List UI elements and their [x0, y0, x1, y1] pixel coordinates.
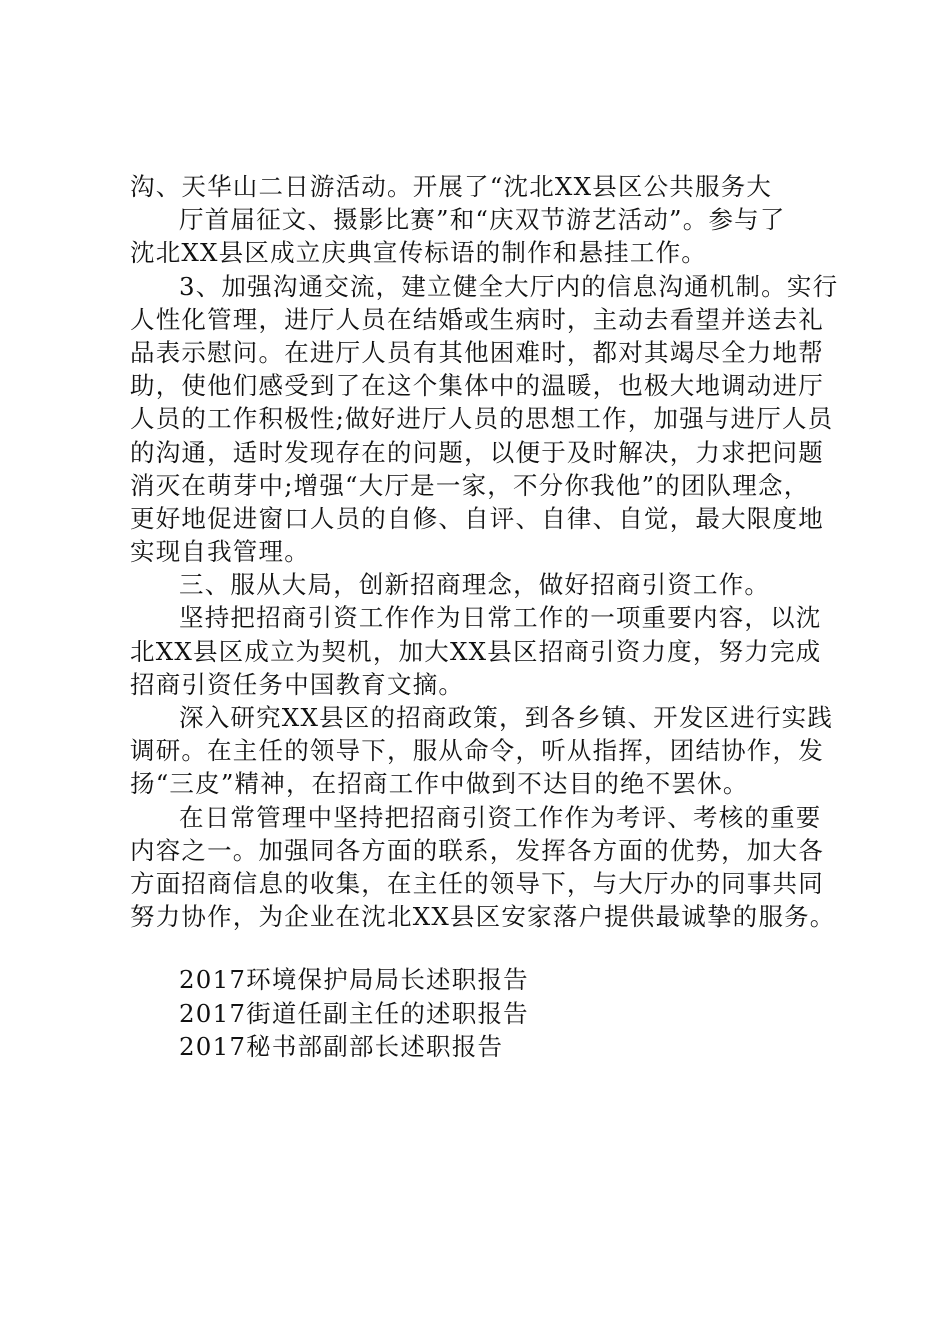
- text-line: 北XX县区成立为契机，加大XX县区招商引资力度，努力完成: [130, 636, 822, 666]
- related-link[interactable]: 2017秘书部副部长述职报告: [179, 1031, 504, 1061]
- related-link[interactable]: 2017环境保护局局长述职报告: [179, 965, 529, 995]
- related-links-list: [130, 963, 830, 1063]
- text-line: 扬“三皮”精神，在招商工作中做到不达目的绝不罢休。: [130, 769, 749, 799]
- paragraph: [130, 801, 836, 934]
- text-line: 方面招商信息的收集，在主任的领导下，与大厅办的同事共同: [130, 868, 824, 898]
- document-body: [130, 170, 839, 933]
- text-line: 三、服从大局，创新招商理念，做好招商引资工作。: [179, 570, 771, 600]
- related-link[interactable]: 2017街道任副主任的述职报告: [179, 998, 529, 1028]
- text-line: 坚持把招商引资工作作为日常工作的一项重要内容，以沈: [179, 603, 822, 633]
- paragraph: [130, 601, 830, 701]
- paragraph: [130, 170, 830, 203]
- text-line: 厅首届征文、摄影比赛”和“庆双节游艺活动”。参与了: [179, 205, 786, 235]
- text-line: 3、加强沟通交流，建立健全大厅内的信息沟通机制。实行: [179, 271, 839, 301]
- text-line: 在日常管理中坚持把招商引资工作作为考评、考核的重要: [179, 802, 822, 832]
- text-line: 品表示慰问。在进厅人员有其他困难时，都对其竭尽全力地帮: [130, 337, 824, 367]
- document-page: [130, 170, 839, 1063]
- text-line: 的沟通，适时发现存在的问题，以便于及时解决，力求把问题: [130, 437, 824, 467]
- text-line: 更好地促进窗口人员的自修、自评、自律、自觉，最大限度地: [130, 503, 824, 533]
- text-line: 调研。在主任的领导下，服从命令，听从指挥，团结协作，发: [130, 736, 824, 766]
- text-line: 人性化管理，进厅人员在结婚或生病时，主动去看望并送去礼: [130, 304, 824, 334]
- text-line: 实现自我管理。: [130, 537, 310, 567]
- text-line: 招商引资任务中国教育文摘。: [130, 669, 465, 699]
- paragraph: [130, 701, 834, 801]
- section-spacer: [130, 933, 830, 963]
- text-line: 人员的工作积极性;做好进厅人员的思想工作，加强与进厅人员: [130, 404, 834, 434]
- text-line: 消灭在萌芽中;增强“大厅是一家，不分你我他”的团队理念，: [130, 470, 810, 500]
- text-line: 沈北XX县区成立庆典宣传标语的制作和悬挂工作。: [130, 238, 707, 268]
- text-line: 沟、天华山二日游活动。开展了“沈北XX县区公共服务大: [130, 172, 773, 201]
- text-line: 深入研究XX县区的招商政策，到各乡镇、开发区进行实践: [179, 703, 834, 732]
- paragraph: [130, 270, 839, 569]
- text-line: 内容之一。加强同各方面的联系，发挥各方面的优势，加大各: [130, 835, 824, 865]
- text-line: 努力协作，为企业在沈北XX县区安家落户提供最诚挚的服务。: [130, 902, 836, 932]
- paragraph: [130, 203, 830, 269]
- paragraph: [130, 568, 830, 601]
- text-line: 助，使他们感受到了在这个集体中的温暖，也极大地调动进厅: [130, 371, 824, 401]
